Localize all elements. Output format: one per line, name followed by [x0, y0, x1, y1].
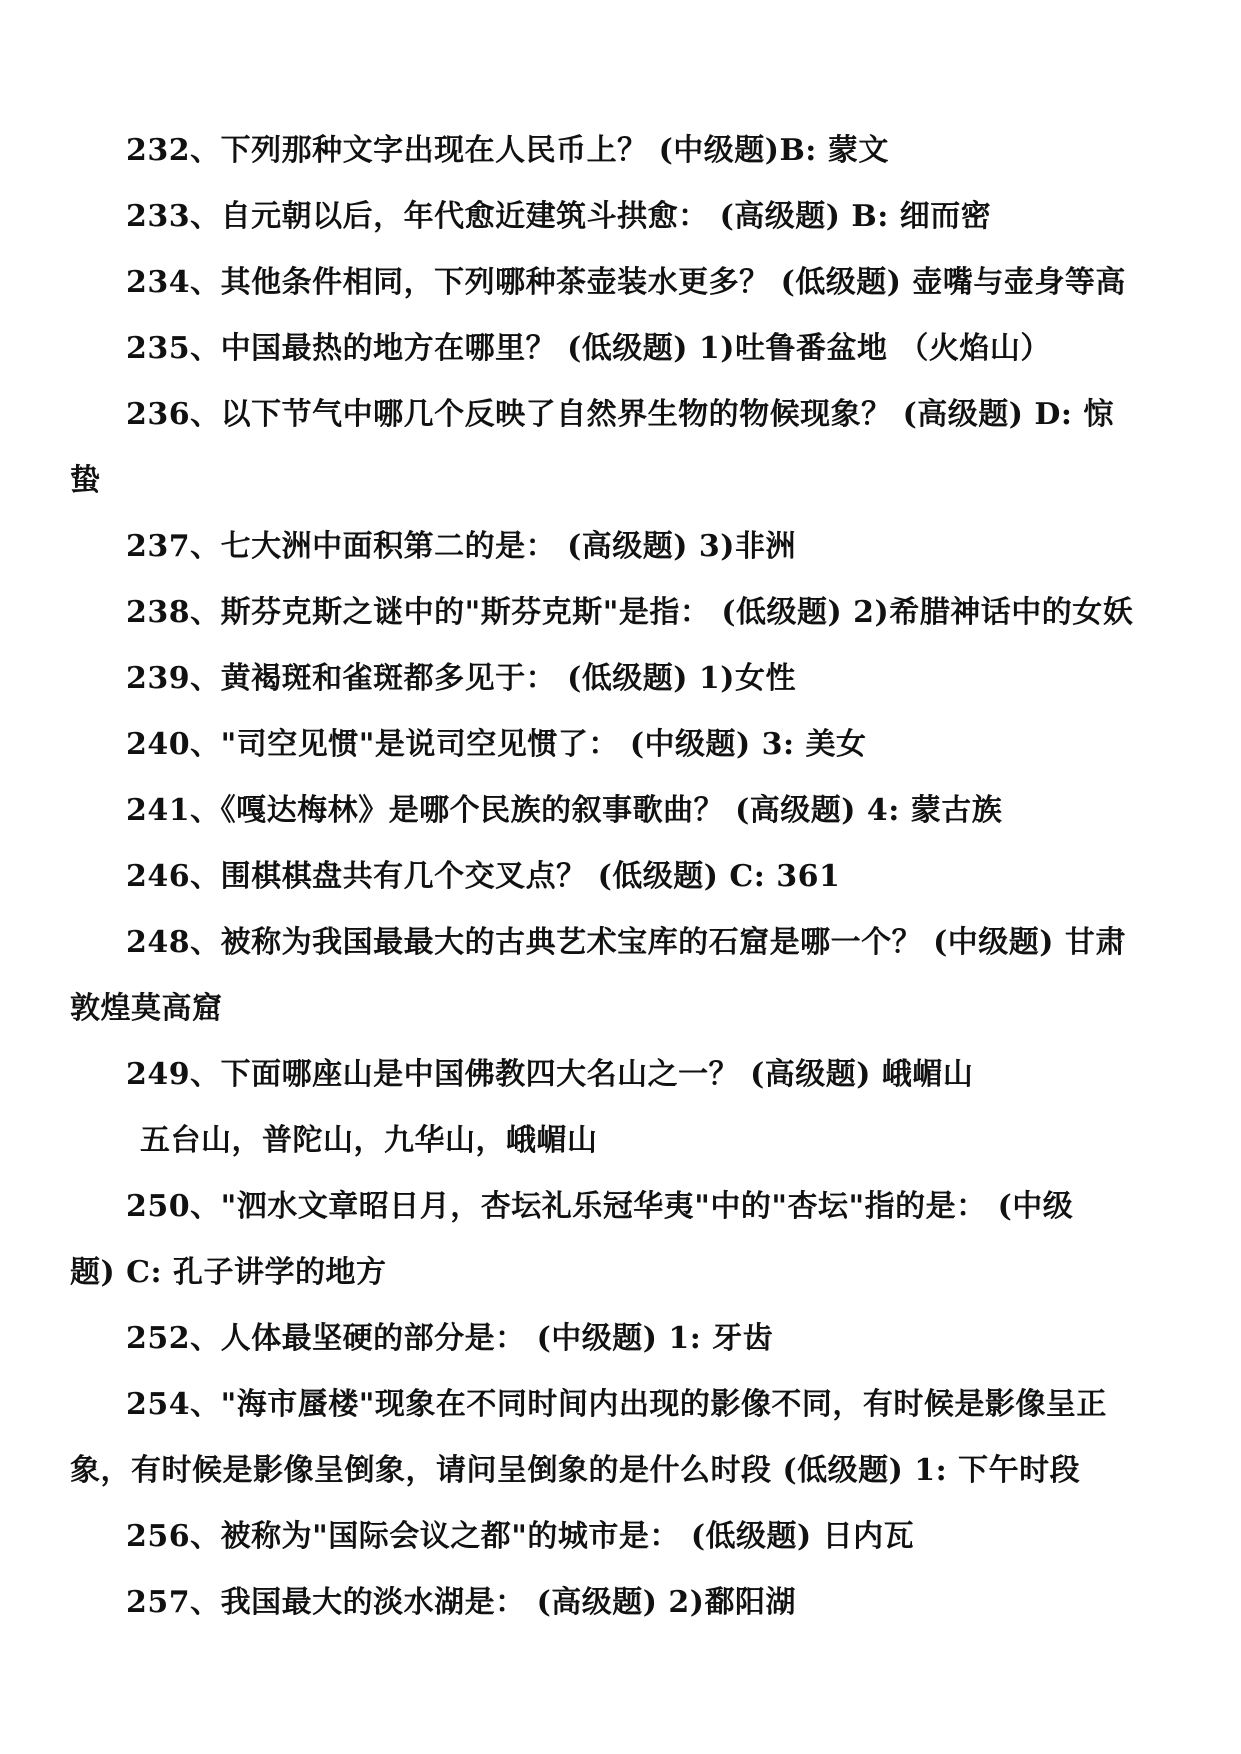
text-line: 233、自元朝以后，年代愈近建筑斗拱愈： (高级题) B: 细而密	[126, 199, 992, 234]
text-line: 敦煌莫高窟	[70, 991, 223, 1026]
text-line: 238、斯芬克斯之谜中的"斯芬克斯"是指： (低级题) 2)希腊神话中的女妖	[126, 595, 1134, 630]
text-line: 257、我国最大的淡水湖是： (高级题) 2)鄱阳湖	[126, 1585, 796, 1620]
text-line: 232、下列那种文字出现在人民币上？ (中级题)B: 蒙文	[126, 133, 889, 168]
question-list	[70, 118, 1175, 1636]
text-line: 237、七大洲中面积第二的是： (高级题) 3)非洲	[126, 529, 796, 564]
text-line: 五台山，普陀山，九华山，峨嵋山	[140, 1123, 598, 1158]
text-line: 象，有时候是影像呈倒象，请问呈倒象的是什么时段 (低级题) 1: 下午时段	[70, 1453, 1081, 1488]
text-line: 236、以下节气中哪几个反映了自然界生物的物候现象？ (高级题) D: 惊	[126, 397, 1114, 432]
text-line: 241、《嘎达梅林》是哪个民族的叙事歌曲？ (高级题) 4: 蒙古族	[126, 793, 1003, 828]
text-line: 249、下面哪座山是中国佛教四大名山之一？ (高级题) 峨嵋山	[126, 1057, 974, 1092]
text-line: 248、被称为我国最最大的古典艺术宝库的石窟是哪一个？ (中级题) 甘肃	[126, 925, 1126, 960]
text-line: 246、围棋棋盘共有几个交叉点？ (低级题) C: 361	[126, 859, 841, 894]
text-line: 240、"司空见惯"是说司空见惯了： (中级题) 3: 美女	[126, 727, 867, 762]
text-line: 题) C: 孔子讲学的地方	[70, 1255, 387, 1290]
text-line: 234、其他条件相同，下列哪种茶壶装水更多？ (低级题) 壶嘴与壶身等高	[126, 265, 1126, 300]
text-line: 254、"海市蜃楼"现象在不同时间内出现的影像不同，有时候是影像呈正	[126, 1387, 1107, 1422]
text-line: 239、黄褐斑和雀斑都多见于： (低级题) 1)女性	[126, 661, 796, 696]
text-line: 235、中国最热的地方在哪里？ (低级题) 1)吐鲁番盆地 （火焰山）	[126, 331, 1051, 366]
text-line: 蛰	[70, 463, 101, 498]
text-line: 250、"泗水文章昭日月，杏坛礼乐冠华夷"中的"杏坛"指的是： (中级	[126, 1189, 1074, 1224]
text-line: 252、人体最坚硬的部分是： (中级题) 1: 牙齿	[126, 1321, 774, 1356]
text-line: 256、被称为"国际会议之都"的城市是： (低级题) 日内瓦	[126, 1519, 915, 1554]
